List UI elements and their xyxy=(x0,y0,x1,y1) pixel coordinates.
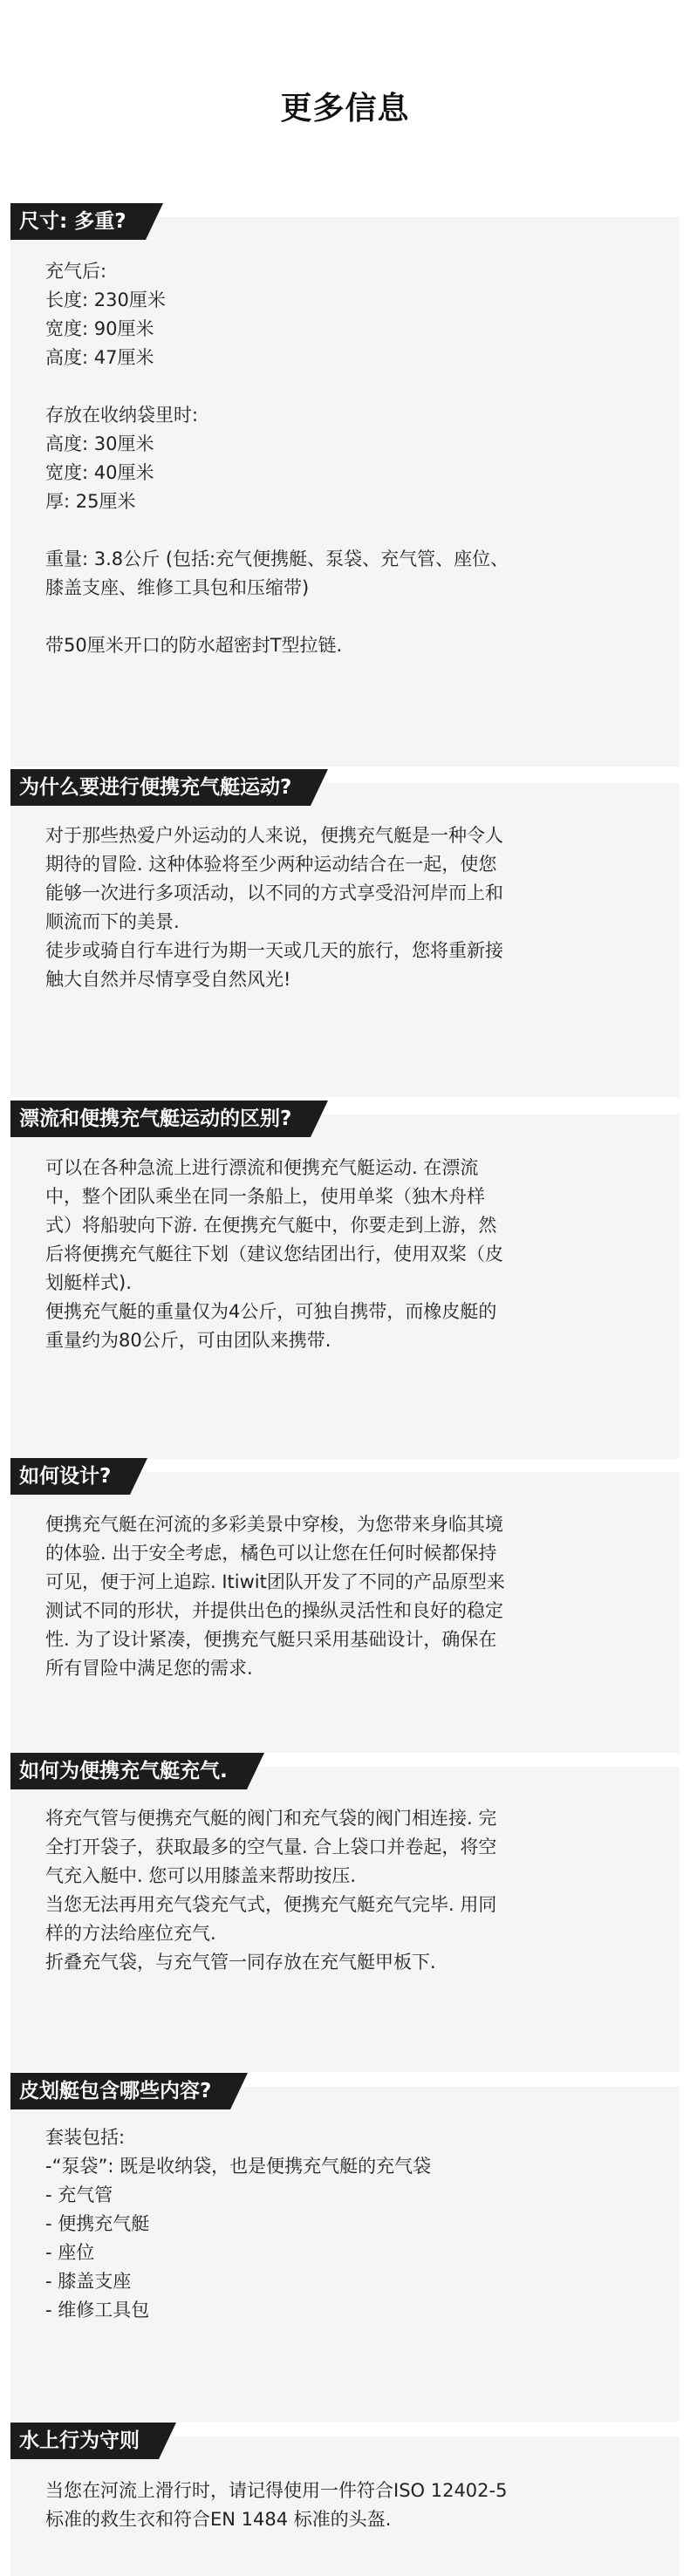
body-text-line: 触大自然并尽情享受自然风光! xyxy=(45,969,291,990)
section-heading: 如何为便携充气艇充气. xyxy=(10,1753,247,1789)
body-text-line: 膝盖支座、维修工具包和压缩带) xyxy=(45,577,310,598)
body-text-line: 高度: 30厘米 xyxy=(45,433,154,454)
body-text-line: 重量: 3.8公斤 (包括:充气便携艇、泵袋、充气管、座位、 xyxy=(45,549,509,569)
page-title: 更多信息 xyxy=(280,91,410,126)
body-text-line: 可见，便于河上追踪. Itiwit团队开发了不同的产品原型来 xyxy=(45,1571,505,1592)
section-6 xyxy=(10,2073,680,2422)
body-text-line: 充气后: xyxy=(45,261,107,282)
body-text-line: 宽度: 40厘米 xyxy=(45,462,154,483)
section-body xyxy=(45,2123,647,2325)
body-text-line: 套装包括: xyxy=(45,2127,126,2148)
body-text-line: 便携充气艇的重量仅为4公斤，可独自携带，而橡皮艇的 xyxy=(45,1301,497,1322)
section-5 xyxy=(10,1753,680,2072)
section-body xyxy=(45,1154,647,1355)
section-heading: 漂流和便携充气艇运动的区别? xyxy=(10,1101,311,1137)
section-body xyxy=(45,2477,647,2534)
body-text-line: 后将便携充气艇往下划（建议您结团出行，使用双桨（皮 xyxy=(45,1244,503,1264)
body-text-line: 存放在收纳袋里时: xyxy=(45,405,199,426)
body-text-line: 当您无法再用充气袋充气式，便携充气艇充气完毕. 用同 xyxy=(45,1894,497,1915)
body-text-line: 折叠充气袋，与充气管一同存放在充气艇甲板下. xyxy=(45,1952,436,1973)
body-text-line: 可以在各种急流上进行漂流和便携充气艇运动. 在漂流 xyxy=(45,1157,479,1178)
body-text-line: - 充气管 xyxy=(45,2184,113,2205)
body-text-line: 便携充气艇在河流的多彩美景中穿梭，为您带来身临其境 xyxy=(45,1514,503,1535)
body-text-line: 能够一次进行多项活动，以不同的方式享受沿河岸而上和 xyxy=(45,883,503,903)
body-text-line: 将充气管与便携充气艇的阀门和充气袋的阀门相连接. 完 xyxy=(45,1808,497,1829)
body-text-line: - 维修工具包 xyxy=(45,2300,150,2320)
body-text-line: 徒步或骑自行车进行为期一天或几天的旅行，您将重新接 xyxy=(45,940,503,961)
body-text-line: 高度: 47厘米 xyxy=(45,347,154,368)
body-text-line: 重量约为80公斤，可由团队来携带. xyxy=(45,1330,331,1351)
body-text-line: -“泵袋”: 既是收纳袋，也是便携充气艇的充气袋 xyxy=(45,2156,432,2177)
body-text-line: 当您在河流上滑行时，请记得使用一件符合ISO 12402-5 xyxy=(45,2480,508,2501)
blank-line xyxy=(45,516,647,545)
section-7 xyxy=(10,2423,680,2576)
body-text-line: 对于那些热爱户外运动的人来说，便携充气艇是一种令人 xyxy=(45,825,503,846)
body-text-line: 宽度: 90厘米 xyxy=(45,318,154,339)
section-body xyxy=(45,1804,647,1977)
body-text-line: 性. 为了设计紧凑，便携充气艇只采用基础设计，确保在 xyxy=(45,1629,497,1650)
body-text-line: 样的方法给座位充气. xyxy=(45,1923,216,1944)
body-text-line: 全打开袋子，获取最多的空气量. 合上袋口并卷起，将空 xyxy=(45,1837,497,1857)
section-heading: 如何设计? xyxy=(10,1458,130,1495)
body-text-line: - 便携充气艇 xyxy=(45,2213,150,2234)
section-body xyxy=(45,1510,647,1683)
body-text-line: 的体验. 出于安全考虑，橘色可以让您在任何时候都保持 xyxy=(45,1543,497,1564)
blank-line xyxy=(45,372,647,401)
section-heading: 水上行为守则 xyxy=(10,2423,159,2459)
body-text-line: 气充入艇中. 您可以用膝盖来帮助按压. xyxy=(45,1865,357,1886)
body-text-line: 期待的冒险. 这种体验将至少两种运动结合在一起，使您 xyxy=(45,854,497,875)
body-text-line: 测试不同的形状，并提供出色的操纵灵活性和良好的稳定 xyxy=(45,1600,503,1621)
section-body xyxy=(45,821,647,994)
section-body xyxy=(45,257,647,660)
body-text-line: 所有冒险中满足您的需求. xyxy=(45,1658,253,1679)
section-heading: 皮划艇包含哪些内容? xyxy=(10,2073,230,2109)
body-text-line: 标准的救生衣和符合EN 1484 标准的头盔. xyxy=(45,2509,392,2530)
body-text-line: 厚: 25厘米 xyxy=(45,491,136,512)
section-3 xyxy=(10,1101,680,1459)
section-1 xyxy=(10,203,680,767)
section-4 xyxy=(10,1458,680,1753)
body-text-line: 式）将船驶向下游. 在便携充气艇中，你要走到上游，然 xyxy=(45,1215,497,1236)
section-2 xyxy=(10,769,680,1097)
body-text-line: 顺流而下的美景. xyxy=(45,911,180,932)
section-heading: 为什么要进行便携充气艇运动? xyxy=(10,769,311,806)
body-text-line: 长度: 230厘米 xyxy=(45,290,166,310)
body-text-line: 中，整个团队乘坐在同一条船上，使用单桨（独木舟样 xyxy=(45,1186,485,1207)
body-text-line: - 膝盖支座 xyxy=(45,2271,132,2292)
body-text-line: 带50厘米开口的防水超密封T型拉链. xyxy=(45,635,343,656)
body-text-line: - 座位 xyxy=(45,2242,95,2263)
section-heading: 尺寸: 多重? xyxy=(10,203,146,240)
body-text-line: 划艇样式). xyxy=(45,1272,132,1293)
blank-line xyxy=(45,603,647,631)
